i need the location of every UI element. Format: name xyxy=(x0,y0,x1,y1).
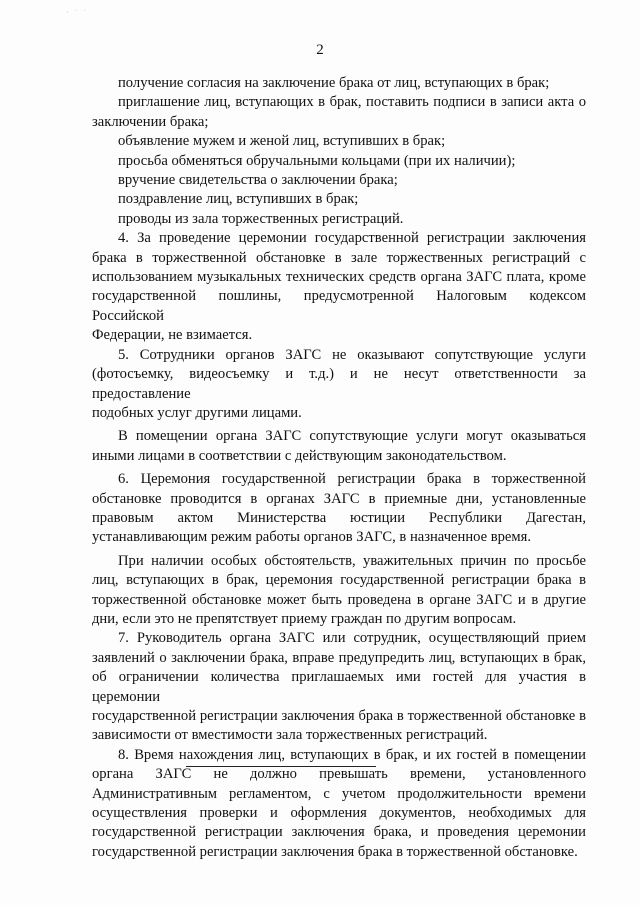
text-line: об ограничении количества приглашаемых ими гостей для участия в церемонии xyxy=(92,669,586,705)
text-line: (фотосъемку, видеосъемку и т.д.) и не несут ответственности за предоставление xyxy=(92,366,586,402)
text-line: обстановке проводится в органах ЗАГС в приемные дни, установленные xyxy=(92,490,586,507)
text-line: заключении брака; xyxy=(92,113,209,130)
text-line: брака в торжественной обстановке в зале торжественных регистраций с xyxy=(92,249,586,266)
text-line: 6. Церемония государственной регистрации брака в торжественной xyxy=(118,471,586,488)
text-line: иными лицами в соответствии с действующим законодательством. xyxy=(92,447,507,464)
text-line: вручение свидетельства о заключении брака; xyxy=(118,172,398,189)
text-line: государственной регистрации заключения брака, и проведения церемонии xyxy=(92,824,586,841)
text-line: 4. За проведение церемонии государственной регистрации заключения xyxy=(118,230,586,247)
text-line: правовым актом Министерства юстиции Республики Дагестан, xyxy=(92,509,586,526)
text-line: 5. Сотрудники органов ЗАГС не оказывают сопутствующие услуги xyxy=(118,346,586,363)
text-line: просьба обменяться обручальными кольцами (при их наличии); xyxy=(118,152,516,169)
text-line: получение согласия на заключение брака от лиц, вступающих в брак; xyxy=(118,75,550,91)
text-line: поздравление лиц, вступивших в брак; xyxy=(118,191,359,208)
text-line: государственной регистрации заключения брака в торжественной обстановке в xyxy=(92,708,586,724)
text-line: дни, если это не препятствует приему граждан по другим вопросам. xyxy=(92,610,517,627)
text-line: торжественной обстановке может быть проведена в органе ЗАГС и в другие xyxy=(92,591,586,608)
text-line: проводы из зала торжественных регистраций. xyxy=(118,210,404,227)
text-line: государственной пошлины, предусмотренной Налоговым кодексом Российской xyxy=(92,288,586,324)
text-line: 7. Руководитель органа ЗАГС или сотрудник, осуществляющий прием xyxy=(118,630,586,647)
text-line: государственной регистрации заключения брака в торжественной обстановке. xyxy=(92,843,578,860)
text-line: использованием музыкальных технических средств органа ЗАГС плата, кроме xyxy=(92,269,586,286)
text-line: Административным регламентом, с учетом продолжительности времени xyxy=(92,785,586,802)
text-line: 8. Время нахождения лиц, вступающих в брак, и их гостей в помещении xyxy=(118,746,586,763)
text-line: объявление мужем и женой лиц, вступивших в брак; xyxy=(118,133,446,150)
document-body xyxy=(92,74,586,862)
page-number: 2 xyxy=(316,42,324,58)
text-line: В помещении органа ЗАГС сопутствующие услуги могут оказываться xyxy=(118,428,586,445)
closing-rule xyxy=(186,766,376,767)
text-line: зависимости от вместимости зала торжественных регистраций. xyxy=(92,727,488,744)
text-line: подобных услуг другими лицами. xyxy=(92,404,302,421)
text-line: Федерации, не взимается. xyxy=(92,327,253,344)
text-line: осуществления проверки и оформления документов, необходимых для xyxy=(92,805,586,822)
text-line: лиц, вступающих в брак, церемония государственной регистрации брака в xyxy=(92,572,586,589)
text-line: При наличии особых обстоятельств, уважительных причин по просьбе xyxy=(118,552,586,569)
scan-artifact: · ˙ ˙ xyxy=(66,8,88,17)
text-line: устанавливающим режим работы органов ЗАГС, в назначенное время. xyxy=(92,529,532,546)
text-line: заявлений о заключении брака, вправе предупредить лиц, вступающих в брак, xyxy=(92,649,586,666)
text-line: приглашение лиц, вступающих в брак, поставить подписи в записи акта о xyxy=(118,94,586,111)
text-line: органа ЗАГС не должно превышать времени, установленного xyxy=(92,766,586,783)
